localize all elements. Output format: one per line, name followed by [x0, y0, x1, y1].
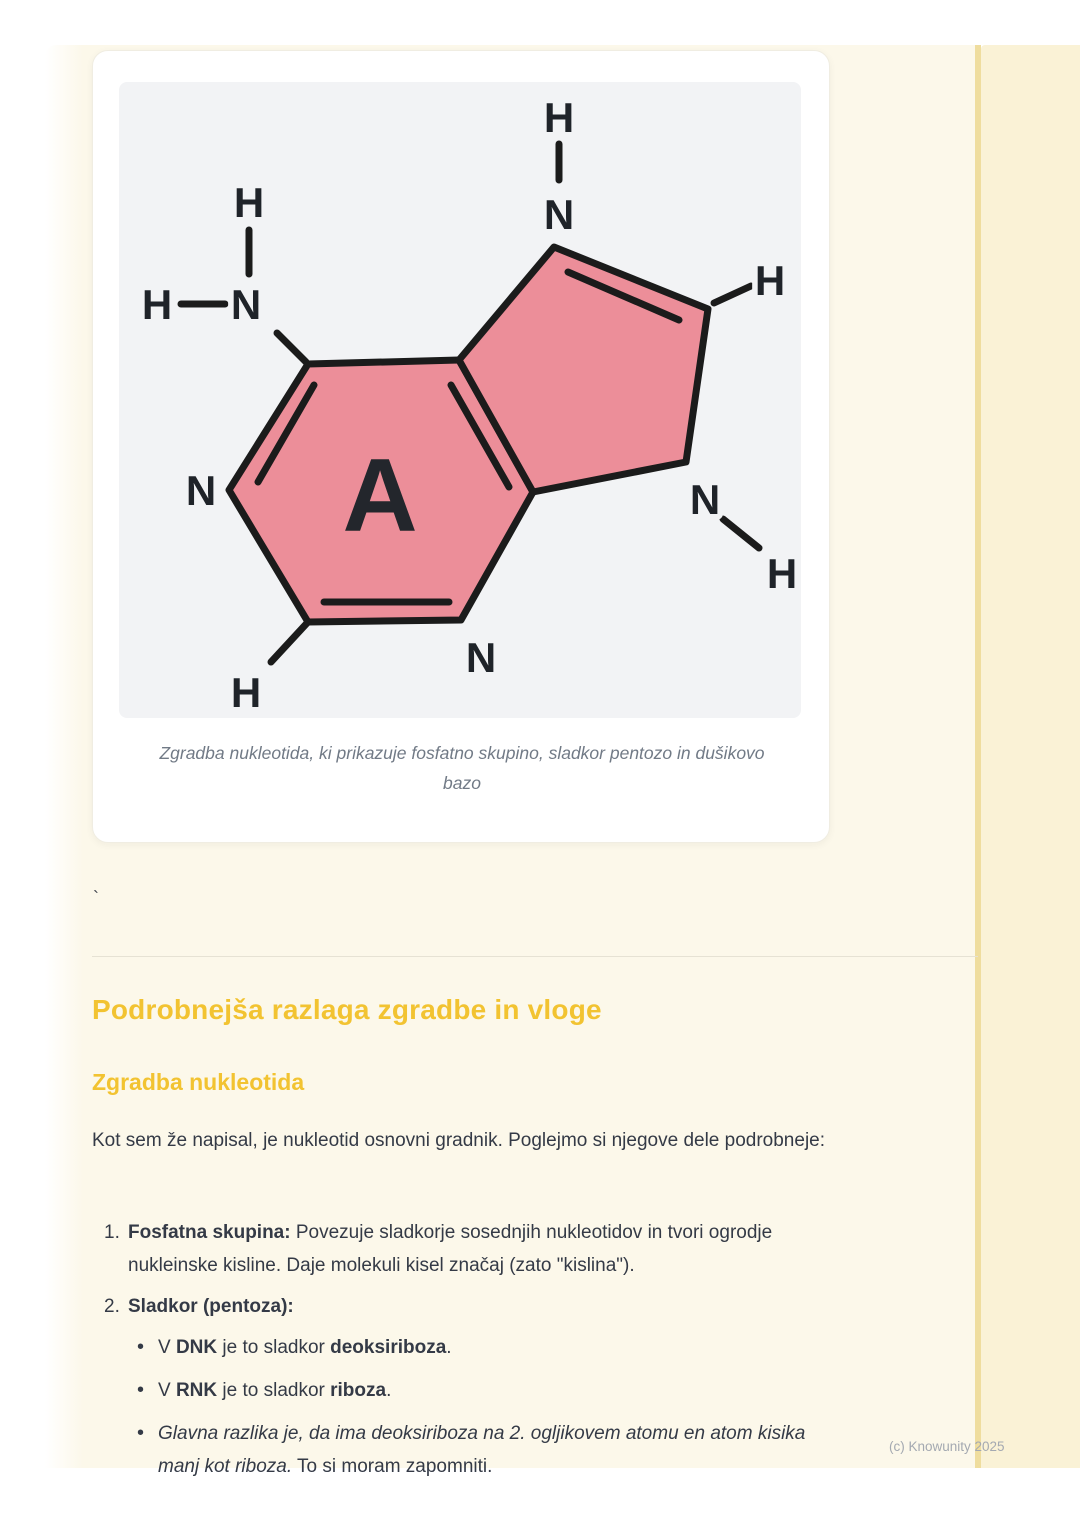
list-item-text: Fosfatna skupina: Povezuje sladkorje sosednjih nukleotidov in tvori ogrodje nukleinske kisline. Daje molekuli kisel značaj (zato "kislina"). — [128, 1222, 773, 1276]
adenine-structure-diagram — [119, 82, 801, 718]
n-amino-label: N — [230, 281, 262, 328]
n-imidazole-bottom-label: N — [689, 476, 721, 523]
list-item-number: 2. — [104, 1296, 120, 1317]
bullet-text: Glavna razlika je, da ima deoksiriboza na 2. ogljikovem atomu en atom kisika manj kot riboza. To si moram zapomniti. — [158, 1423, 806, 1477]
ordered-list — [104, 1216, 836, 1493]
list-item — [104, 1216, 836, 1282]
figure-card — [92, 50, 830, 843]
list-item — [104, 1290, 836, 1323]
bullet-list — [137, 1331, 836, 1483]
h-ring-bottom-label: H — [230, 669, 262, 716]
bullet-dot: • — [137, 1422, 145, 1444]
bullet-text: V RNK je to sladkor riboza. — [158, 1380, 392, 1401]
bullet-text: V DNK je to sladkor deoksiriboza. — [158, 1337, 452, 1358]
h-imidazole-bottom-label: H — [766, 550, 798, 597]
h-amino-left-label: H — [141, 281, 173, 328]
h-imidazole-right-label: H — [754, 257, 786, 304]
n-imidazole-top-label: N — [543, 191, 575, 238]
figure-caption: Zgradba nukleotida, ki prikazuje fosfatno skupino, sladkor pentozo in dušikovo bazo — [159, 743, 765, 793]
section-divider — [92, 956, 978, 957]
list-item-text: Sladkor (pentoza): — [128, 1296, 294, 1317]
bullet-item — [137, 1417, 836, 1483]
right-accent-panel — [981, 45, 1080, 1468]
subsection-heading: Zgradba nukleotida — [92, 1069, 305, 1095]
section-heading: Podrobnejša razlaga zgradbe in vloge — [92, 994, 602, 1025]
bullet-dot: • — [137, 1336, 145, 1358]
adenine-letter: A — [342, 438, 418, 554]
molecule-figure — [119, 82, 801, 718]
bullet-dot: • — [137, 1379, 145, 1401]
n-ring-left-label: N — [185, 467, 217, 514]
list-item-number: 1. — [104, 1222, 120, 1243]
n-ring-bottom-label: N — [465, 634, 497, 681]
stray-backtick: ` — [93, 888, 99, 908]
copyright-watermark: (c) Knowunity 2025 — [889, 1439, 1005, 1454]
intro-paragraph: Kot sem že napisal, je nukleotid osnovni gradnik. Poglejmo si njegove dele podrobneje: — [92, 1130, 826, 1151]
h-amino-top-label: H — [233, 179, 265, 226]
bullet-item — [137, 1374, 836, 1407]
h-imidazole-top-label: H — [543, 94, 575, 141]
bullet-item — [137, 1331, 836, 1364]
